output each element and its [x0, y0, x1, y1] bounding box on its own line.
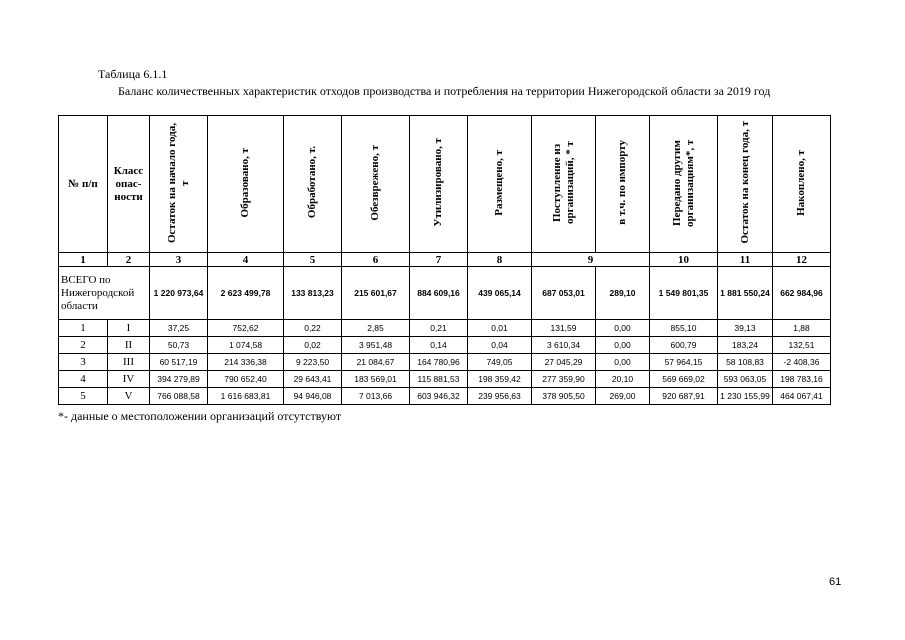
- table-cell: 277 359,90: [532, 371, 596, 388]
- table-row: [59, 354, 831, 371]
- total-cell: 1 881 550,24: [718, 267, 773, 320]
- table-cell: 569 669,02: [650, 371, 718, 388]
- total-cell: 1 220 973,64: [150, 267, 208, 320]
- table-cell: 2,85: [342, 320, 410, 337]
- table-cell: 0,14: [410, 337, 468, 354]
- table-cell: 3 951,48: [342, 337, 410, 354]
- table-cell: 0,00: [596, 337, 650, 354]
- total-cell: 439 065,14: [468, 267, 532, 320]
- header-cell: № п/п: [59, 116, 108, 253]
- column-number: 3: [150, 253, 208, 267]
- table-row: [59, 371, 831, 388]
- row-number: 2: [59, 337, 108, 354]
- table-cell: 132,51: [773, 337, 831, 354]
- table-cell: 183,24: [718, 337, 773, 354]
- column-number: 4: [208, 253, 284, 267]
- table-cell: 198 783,16: [773, 371, 831, 388]
- table-cell: 239 956,63: [468, 388, 532, 405]
- table-cell: 164 780,96: [410, 354, 468, 371]
- table-cell: 603 946,32: [410, 388, 468, 405]
- table-cell: 593 063,05: [718, 371, 773, 388]
- total-cell: 662 984,96: [773, 267, 831, 320]
- header-row: [59, 116, 831, 253]
- table-cell: 1 074,58: [208, 337, 284, 354]
- page-number: 61: [829, 576, 842, 588]
- table-cell: 198 359,42: [468, 371, 532, 388]
- column-number-row: [59, 253, 831, 267]
- header-cell: Остаток на начало года, т: [150, 116, 208, 253]
- table-cell: 0,01: [468, 320, 532, 337]
- total-cell: 2 623 499,78: [208, 267, 284, 320]
- table-cell: 752,62: [208, 320, 284, 337]
- hazard-class: I: [108, 320, 150, 337]
- row-number: 4: [59, 371, 108, 388]
- total-label: ВСЕГО по Нижегородской области: [59, 267, 150, 320]
- table-cell: 214 336,38: [208, 354, 284, 371]
- table-cell: 0,22: [284, 320, 342, 337]
- table-row: [59, 320, 831, 337]
- table-cell: 1,88: [773, 320, 831, 337]
- table-cell: 600,79: [650, 337, 718, 354]
- table-cell: 749,05: [468, 354, 532, 371]
- table-cell: 3 610,34: [532, 337, 596, 354]
- table-cell: 50,73: [150, 337, 208, 354]
- table-cell: 0,04: [468, 337, 532, 354]
- waste-balance-table: [58, 115, 831, 405]
- table-number: Таблица 6.1.1: [98, 67, 168, 81]
- hazard-class: IV: [108, 371, 150, 388]
- table-cell: 60 517,19: [150, 354, 208, 371]
- total-cell: 133 813,23: [284, 267, 342, 320]
- table-cell: 1 616 683,81: [208, 388, 284, 405]
- table-cell: 0,00: [596, 320, 650, 337]
- header-cell: Утилизировано, т: [410, 116, 468, 253]
- table-cell: 27 045,29: [532, 354, 596, 371]
- header-cell: в т.ч. по импорту: [596, 116, 650, 253]
- column-number: 12: [773, 253, 831, 267]
- header-cell: Обработано, т.: [284, 116, 342, 253]
- header-cell: Остаток на конец года, т: [718, 116, 773, 253]
- total-cell: 289,10: [596, 267, 650, 320]
- table-cell: 269,00: [596, 388, 650, 405]
- table-cell: 131,59: [532, 320, 596, 337]
- total-row: [59, 267, 831, 320]
- column-number: 5: [284, 253, 342, 267]
- table-cell: 766 088,58: [150, 388, 208, 405]
- column-number: 11: [718, 253, 773, 267]
- column-number: 1: [59, 253, 108, 267]
- header-cell: Класс опас-ности: [108, 116, 150, 253]
- table-cell: 183 569,01: [342, 371, 410, 388]
- header-cell: Размещено, т: [468, 116, 532, 253]
- row-number: 5: [59, 388, 108, 405]
- header-cell: Поступление из организаций, * т: [532, 116, 596, 253]
- table-cell: 39,13: [718, 320, 773, 337]
- table-cell: 37,25: [150, 320, 208, 337]
- total-cell: 687 053,01: [532, 267, 596, 320]
- footnote: *- данные о местоположении организаций отсутствуют: [58, 409, 342, 423]
- table-cell: 9 223,50: [284, 354, 342, 371]
- header-cell: Накоплено, т: [773, 116, 831, 253]
- header-cell: Передано другим организациям*, т: [650, 116, 718, 253]
- column-number: 9: [532, 253, 650, 267]
- table-cell: 0,00: [596, 354, 650, 371]
- table-cell: 20,10: [596, 371, 650, 388]
- column-number: 2: [108, 253, 150, 267]
- column-number: 6: [342, 253, 410, 267]
- total-cell: 884 609,16: [410, 267, 468, 320]
- table-cell: 464 067,41: [773, 388, 831, 405]
- header-cell: Обезврежено, т: [342, 116, 410, 253]
- hazard-class: V: [108, 388, 150, 405]
- row-number: 1: [59, 320, 108, 337]
- total-cell: 1 549 801,35: [650, 267, 718, 320]
- table-cell: 855,10: [650, 320, 718, 337]
- table-cell: 378 905,50: [532, 388, 596, 405]
- header-cell: Образовано, т: [208, 116, 284, 253]
- table-cell: 7 013,66: [342, 388, 410, 405]
- column-number: 10: [650, 253, 718, 267]
- table-cell: 0,21: [410, 320, 468, 337]
- table-row: [59, 337, 831, 354]
- table-cell: 394 279,89: [150, 371, 208, 388]
- column-number: 7: [410, 253, 468, 267]
- table-caption: Баланс количественных характеристик отходов производства и потребления на территории Нижегородской области за 2019 год: [118, 84, 771, 98]
- row-number: 3: [59, 354, 108, 371]
- table-cell: 920 687,91: [650, 388, 718, 405]
- table-cell: 94 946,08: [284, 388, 342, 405]
- column-number: 8: [468, 253, 532, 267]
- total-cell: 215 601,67: [342, 267, 410, 320]
- table-cell: 29 643,41: [284, 371, 342, 388]
- table-cell: 57 964,15: [650, 354, 718, 371]
- table-row: [59, 388, 831, 405]
- hazard-class: III: [108, 354, 150, 371]
- table-cell: 0,02: [284, 337, 342, 354]
- hazard-class: II: [108, 337, 150, 354]
- table-cell: 21 084,67: [342, 354, 410, 371]
- table-cell: -2 408,36: [773, 354, 831, 371]
- table-cell: 115 881,53: [410, 371, 468, 388]
- table-cell: 790 652,40: [208, 371, 284, 388]
- table-cell: 58 108,83: [718, 354, 773, 371]
- table-cell: 1 230 155,99: [718, 388, 773, 405]
